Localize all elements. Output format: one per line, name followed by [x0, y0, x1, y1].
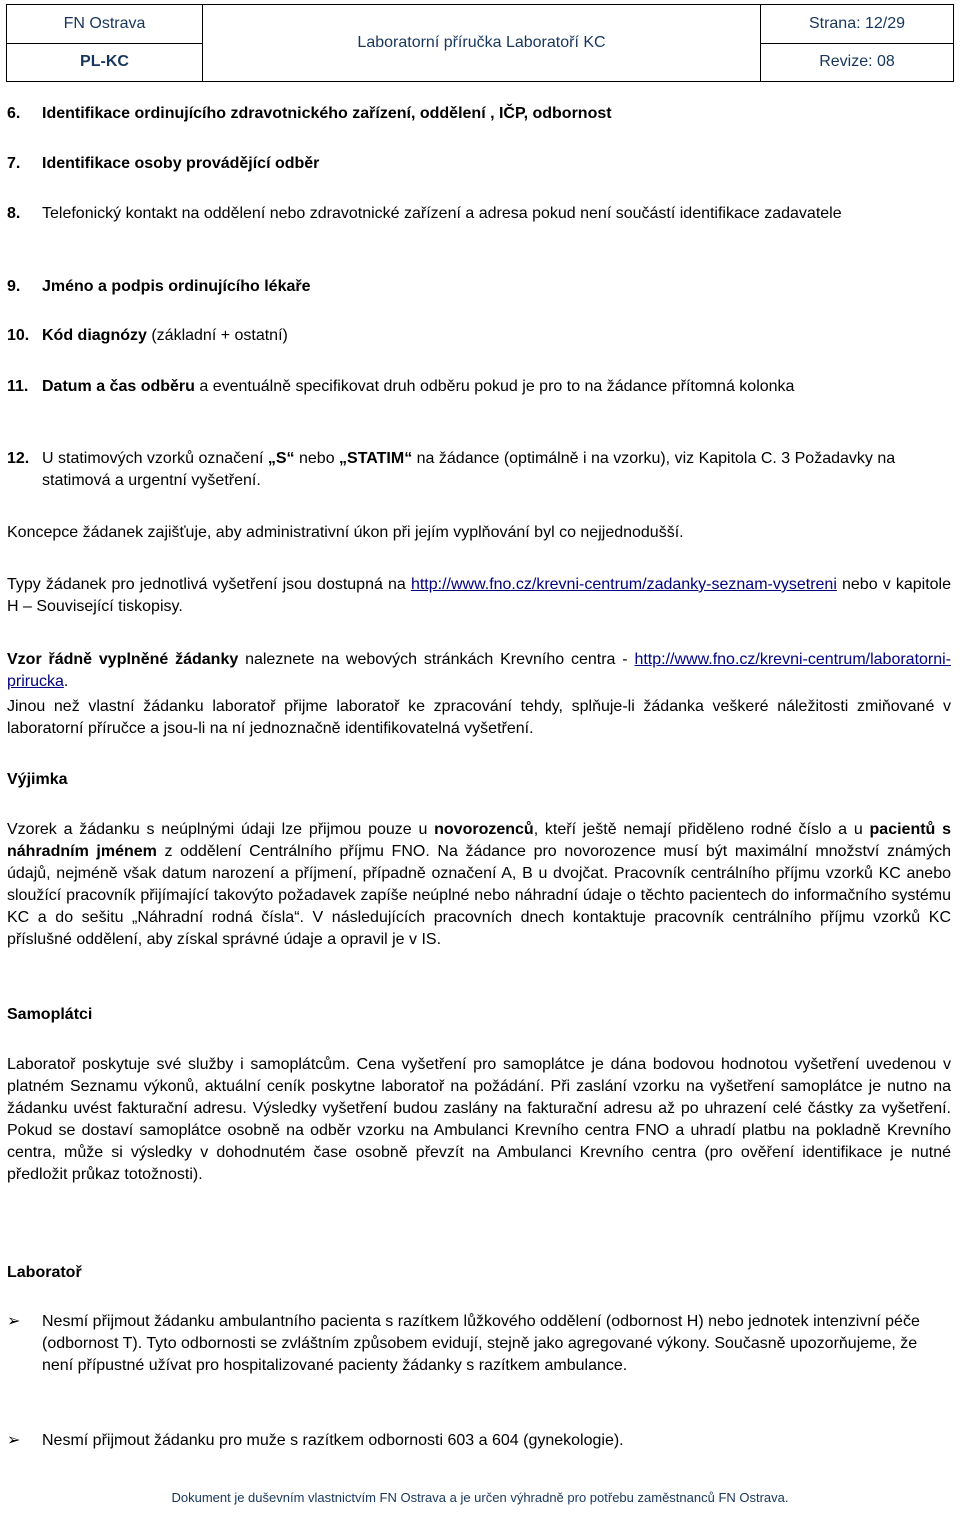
accept-paragraph: Jinou než vlastní žádanku laboratoř přijme laboratoř ke zpracování tehdy, splňuje-li žádanka veškeré náležitosti zmiňované v laboratorní příručce a jsou-li na ní jednoznačně identifikovatelná vyšetření. — [7, 698, 951, 737]
sample-paragraph — [7, 649, 951, 693]
list-item-number: 9. — [7, 278, 21, 295]
header-doc-title: Laboratorní příručka Laboratoří KC — [203, 5, 761, 82]
statim-text-3: na žádance (optimálně i na vzorku), viz Kapitola C. 3 Požadavky na statimová a urgentní vyšetření. — [42, 450, 896, 489]
list-item-bold: Jméno a podpis ordinujícího lékaře — [42, 278, 311, 295]
statim-mark-statim: „STATIM“ — [339, 450, 413, 467]
types-text-2: nebo v kapitole H – Související tiskopisy. — [7, 576, 952, 615]
header-doc-code: PL-KC — [7, 43, 203, 82]
header-page-number: Strana: 12/29 — [761, 5, 954, 44]
statim-text-1: U statimových vzorků označení — [42, 450, 268, 467]
list-item-bold: Kód diagnózy — [42, 327, 147, 344]
list-item-statim — [7, 448, 951, 492]
statim-mark-s: „S“ — [267, 450, 295, 467]
list-item — [7, 325, 951, 347]
zadanky-link[interactable]: http://www.fno.cz/krevni-centrum/zadanky-seznam-vysetreni — [410, 576, 837, 593]
list-item-bold: Identifikace ordinujícího zdravotnického zařízení, oddělení , IČP, odbornost — [42, 105, 612, 122]
list-item-number: 8. — [7, 205, 21, 222]
lab-bullet-item — [7, 1430, 951, 1452]
page-footer: Dokument je duševním vlastnictvím FN Ostrava a je určen výhradně pro potřebu zaměstnanců FN Ostrava. — [171, 1490, 789, 1505]
sample-text-1: naleznete na webových stránkách Krevního centra - — [238, 651, 635, 668]
lab-bullet-text: Nesmí přijmout žádanku ambulantního pacienta s razítkem lůžkového oddělení (odbornost H) nebo jednotek intenzivní péče (odbornost T). Tyto odbornosti se zvláštním způsobem evidují, stejně jako agregované výkony. Současně upozorňujeme, že není přípustné užívat pro hospitalizované pacienty žádanky s razítkem ambulance. — [42, 1313, 920, 1374]
exception-text-3: z oddělení Centrálního příjmu FNO. Na žádance pro novorozence musí být maximální množství známých údajů, nejméně však datum narození a příjmení, případně označení A, B u dvojčat. Pracovník centrálního příjmu vzorků KC anebo sloužící pracovník přijímající takovýto požadavek zapíše neúplné nebo náhradní údaje o těchto pacientech do informačního systému KC a do sešitu „Náhradní rodná čísla“. V následujících pracovních dnech kontaktuje pracovník centrálního příjmu vzorků KC příslušné oddělení, aby získal správné údaje a opravil je v IS. — [7, 843, 952, 948]
exception-bold-2: pacientů s náhradním jménem — [7, 821, 951, 860]
list-item-number: 6. — [7, 105, 21, 122]
list-item — [7, 276, 951, 298]
sample-text-2: . — [63, 673, 69, 690]
list-item-number: 12. — [7, 450, 30, 467]
list-item-bold: Datum a čas odběru — [42, 378, 195, 395]
header-revision: Revize: 08 — [761, 43, 954, 82]
list-item-number: 11. — [7, 378, 29, 395]
list-item-number: 7. — [7, 155, 21, 172]
types-paragraph — [7, 574, 951, 618]
list-item — [7, 203, 951, 225]
selfpay-paragraph: Laboratoř poskytuje své služby i samoplátcům. Cena vyšetření pro samoplátce je dána bodovou hodnotou vyšetření uvedenou v platném Seznamu výkonů, aktuální ceník poskytne laboratoř na požádání. Při zaslání vzorku na vyšetření samoplátce je nutno na žádanku uvést fakturační adresu. Výsledky vyšetření budou zaslány na fakturační adresu až po uhrazení celé částky za vyšetření. Pokud se dostaví samoplátce osobně na odběr vzorku na Ambulanci Krevního centra FNO a uhradí platbu na pokladně Krevního centra, může si výsledky v dohodnutém čase osobně převzít na Ambulanci Krevního centra (pro ověření identifikace je nutné předložit průkaz totožnosti). — [7, 1056, 951, 1183]
arrow-bullet-icon: ➢ — [7, 1432, 21, 1449]
exception-heading: Výjimka — [7, 771, 68, 788]
list-item-text: a eventuálně specifikovat druh odběru pokud je pro to na žádance přítomná kolonka — [194, 378, 795, 395]
concept-paragraph: Koncepce žádanek zajišťuje, aby administrativní úkon při jejím vyplňování byl co nejjednodušší. — [7, 524, 684, 541]
page-header — [6, 4, 954, 82]
list-item — [7, 103, 951, 125]
lab-heading: Laboratoř — [7, 1264, 82, 1281]
types-text-1: Typy žádanek pro jednotlivá vyšetření jsou dostupná na — [7, 576, 411, 593]
list-item-text: Telefonický kontakt na oddělení nebo zdravotnické zařízení a adresa pokud není součástí identifikace zadavatele — [42, 205, 842, 222]
list-item — [7, 153, 951, 175]
arrow-bullet-icon: ➢ — [7, 1313, 21, 1330]
list-item-bold: Identifikace osoby provádějící odběr — [42, 155, 320, 172]
exception-text-1: Vzorek a žádanku s neúplnými údaji lze přijmou pouze u — [7, 821, 435, 838]
lab-bullet-item — [7, 1311, 951, 1377]
exception-paragraph — [7, 819, 951, 951]
sample-bold: Vzor řádně vyplněné žádanky — [7, 651, 239, 668]
laboratorni-prirucka-link[interactable]: http://www.fno.cz/krevni-centrum/laboratorni-prirucka — [7, 651, 952, 690]
selfpay-heading: Samoplátci — [7, 1006, 93, 1023]
lab-bullet-text: Nesmí přijmout žádanku pro muže s razítkem odbornosti 603 a 604 (gynekologie). — [42, 1432, 624, 1449]
list-item-text: (základní + ostatní) — [146, 327, 288, 344]
exception-text-2: , kteří ještě nemají přiděleno rodné číslo a u — [533, 821, 870, 838]
header-org: FN Ostrava — [7, 5, 203, 44]
list-item-number: 10. — [7, 327, 30, 344]
exception-bold-1: novorozenců — [434, 821, 534, 838]
statim-text-2: nebo — [294, 450, 340, 467]
list-item — [7, 376, 951, 398]
